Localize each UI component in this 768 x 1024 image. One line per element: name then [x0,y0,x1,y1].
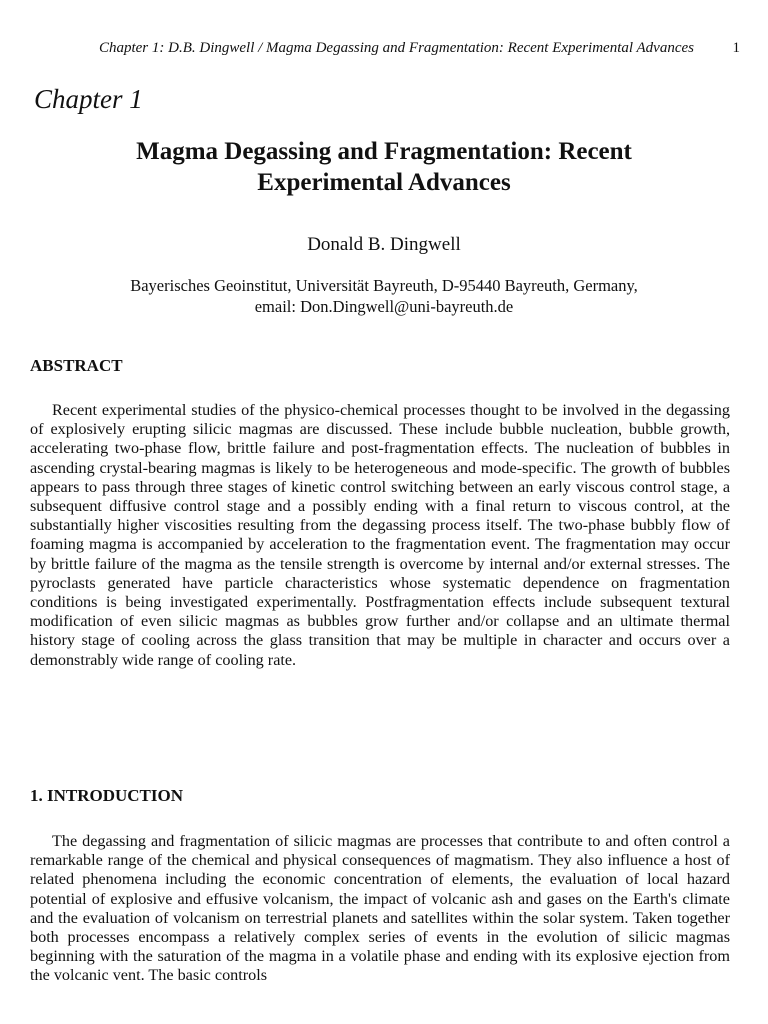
affiliation-address: Bayerisches Geoinstitut, Universität Bayreuth, D-95440 Bayreuth, Germany, [130,276,638,295]
running-title: Chapter 1: D.B. Dingwell / Magma Degassing and Fragmentation: Recent Experimental Advances [98,40,694,56]
author-affiliation [40,275,728,317]
introduction-paragraph: The degassing and fragmentation of silicic magmas are processes that contribute to and often control a remarkable range of the chemical and physical consequences of magmatism. They also influence a host of related phenomena including the economic concentration of elements, the evaluation of local hazard potential of explosive and effusive volcanism, the impact of volcanic ash and gases on the Earth's climate and the evaluation of volcanism on terrestrial planets and satellites within the solar system. Taken together both processes encompass a relatively complex series of events in the evolution of silicic magmas beginning with the saturation of the magma in a volatile phase and ending with its explosive ejection from the volcanic vent. The basic controls [30,832,730,985]
running-header [60,40,740,60]
abstract-heading: ABSTRACT [30,356,123,375]
paper-title-line-2: Experimental Advances [257,169,511,196]
affiliation-email: email: Don.Dingwell@uni-bayreuth.de [254,297,514,316]
paper-title-line-1: Magma Degassing and Fragmentation: Recent [136,138,632,165]
abstract-paragraph: Recent experimental studies of the physico-chemical processes thought to be involved in the degassing of explosively erupting silicic magmas are discussed. These include bubble nucleation, bubble growth, accelerating two-phase flow, brittle failure and post-fragmentation effects. The nucleation of bubbles in ascending crystal-bearing magmas is likely to be heterogeneous and mode-specific. The growth of bubbles appears to pass through three stages of kinetic control switching between an early viscous control stage, a subsequent diffusive control stage and a possibly ending with a final return to viscous control, at the substantially higher viscosities resulting from the degassing process itself. The two-phase bubbly flow of foaming magma is accompanied by acceleration to the fragmentation event. The fragmentation may occur by brittle failure of the magma as the tensile strength is overcome by internal and/or external stresses. The pyroclasts generated have particle characteristics whose systematic dependence on fragmentation conditions is being investigated experimentally. Postfragmentation effects include subsequent textural modification of even silicic magmas as bubbles grow further and/or collapse and an ultimate thermal history stage of cooling across the glass transition that may be multiple in character and occurs over a demonstrably wide range of cooling rate. [30,401,730,669]
introduction-heading: 1. INTRODUCTION [30,786,184,805]
author-name: Donald B. Dingwell [307,234,461,255]
paper-title [60,136,708,198]
page-number: 1 [732,40,740,56]
chapter-label: Chapter 1 [34,84,143,114]
